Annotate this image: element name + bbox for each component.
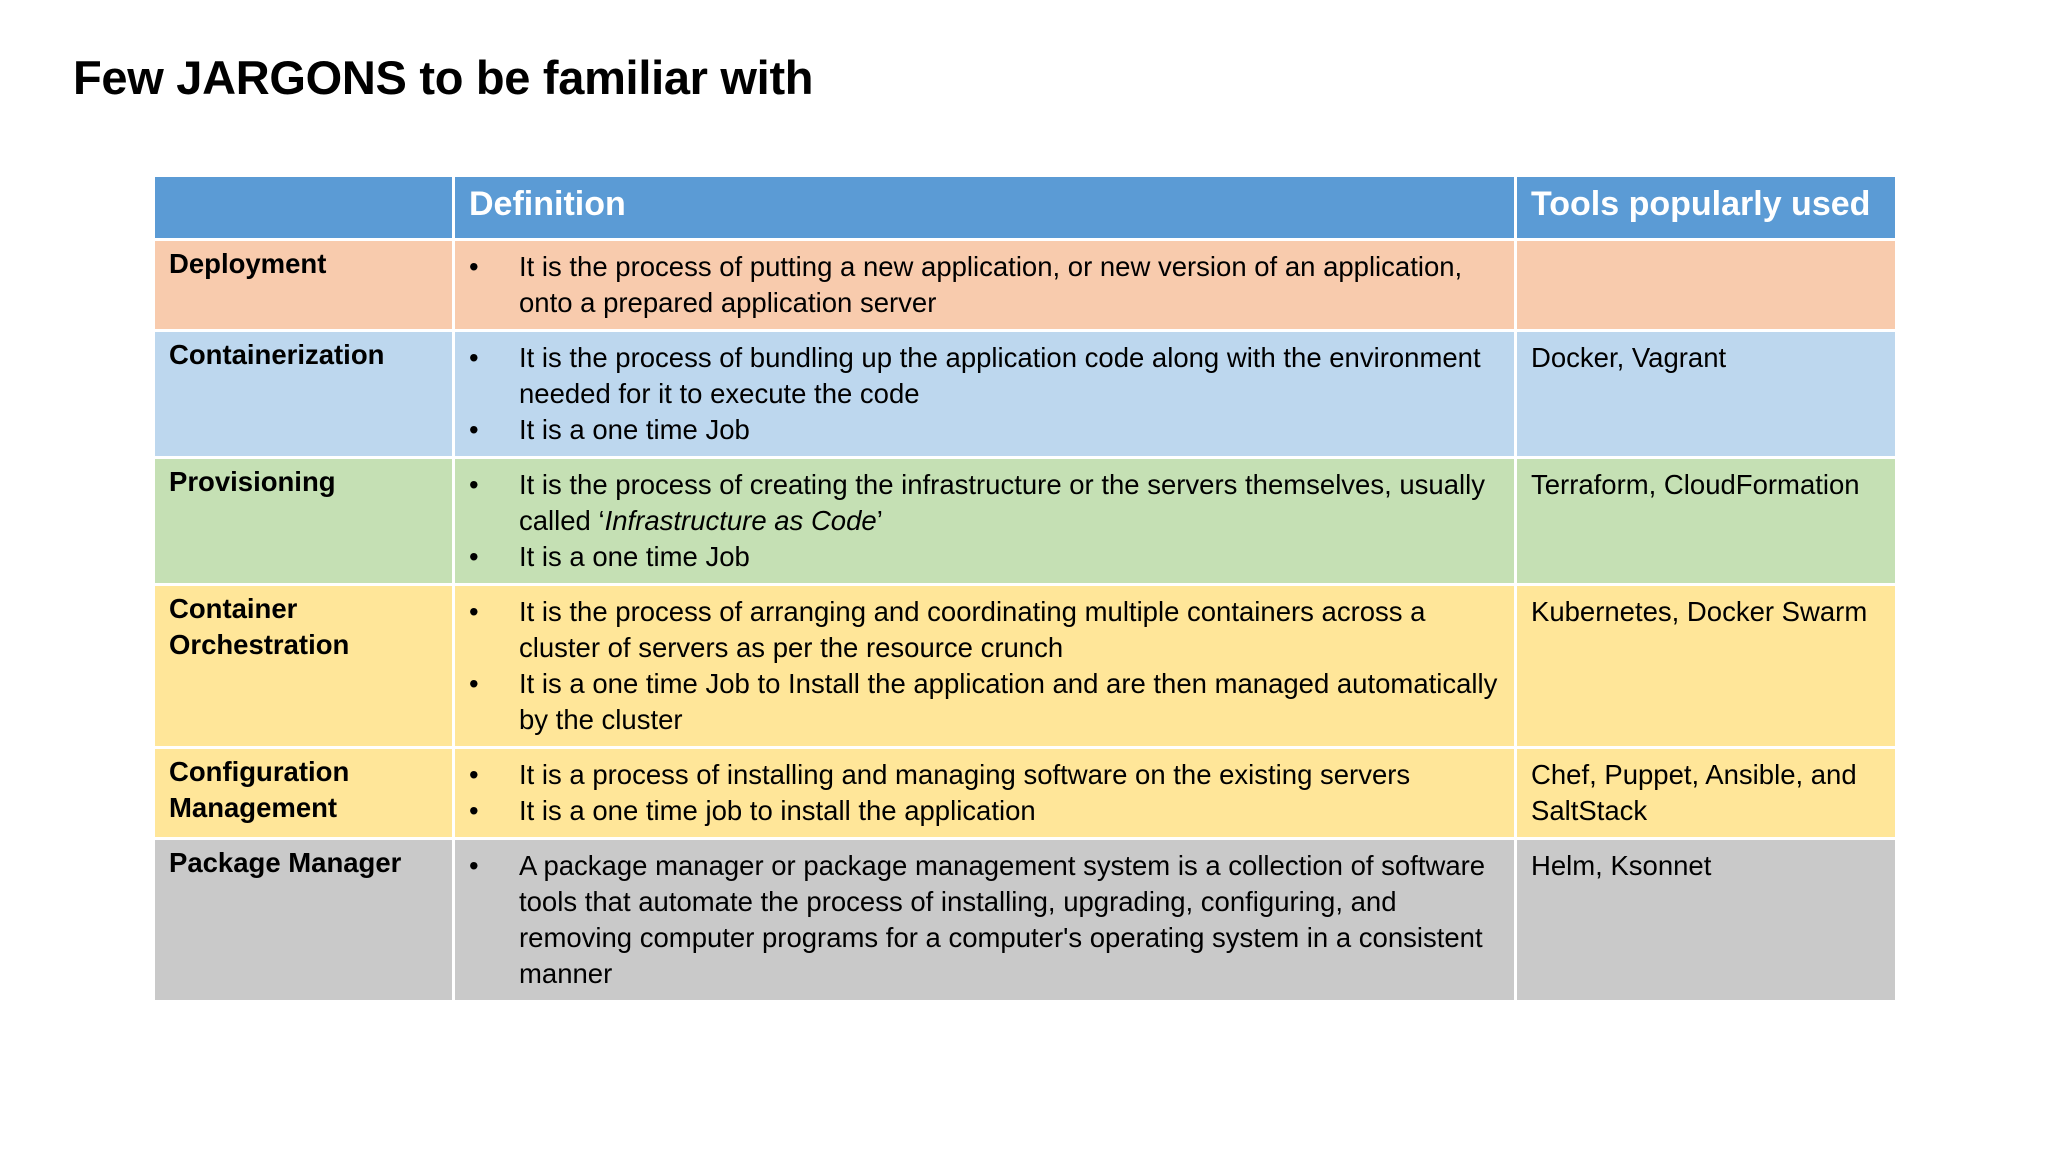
tools-cell: Terraform, CloudFormation [1516,458,1897,585]
table-row-deployment [154,240,1897,331]
term-cell: Container Orchestration [154,585,454,748]
definition-item [469,467,1500,539]
definition-text: It is a process of installing and managing software on the existing servers [519,759,1411,790]
definition-item [469,848,1500,992]
definition-cell [454,240,1516,331]
bullet-icon: • [469,759,479,790]
table-header-row [154,176,1897,240]
definition-item [469,594,1500,666]
bullet-icon: • [469,414,479,445]
header-tools: Tools popularly used [1516,176,1897,240]
jargon-table [152,174,1898,1003]
bullet-icon: • [469,850,479,881]
header-term [154,176,454,240]
definition-item [469,340,1500,412]
definition-text: It is a one time job to install the application [519,795,1036,826]
definition-item [469,666,1500,738]
definition-text: It is the process of putting a new application, or new version of an application, onto a prepared application server [519,251,1463,318]
bullet-icon: • [469,596,479,627]
definition-text: A package manager or package management system is a collection of software tools that automate the process of installing, upgrading, configuring, and removing computer programs for a computer's operating system in a consistent manner [519,850,1486,989]
definition-item [469,793,1500,829]
term-cell: Containerization [154,331,454,458]
term-cell: Provisioning [154,458,454,585]
bullet-icon: • [469,541,479,572]
definition-cell [454,585,1516,748]
bullet-icon: • [469,342,479,373]
table-row-provisioning [154,458,1897,585]
tools-cell: Kubernetes, Docker Swarm [1516,585,1897,748]
definition-text: It is a one time Job to Install the application and are then managed automatically by the cluster [519,668,1498,735]
tools-cell: Docker, Vagrant [1516,331,1897,458]
table-row-configuration-management [154,748,1897,839]
definition-text: It is a one time Job [519,414,750,445]
term-cell: Package Manager [154,839,454,1002]
bullet-icon: • [469,795,479,826]
definition-item [469,539,1500,575]
definition-text: It is the process of bundling up the application code along with the environment needed for it to execute the code [519,342,1481,409]
bullet-icon: • [469,668,479,699]
definition-cell [454,748,1516,839]
bullet-icon: • [469,469,479,500]
definition-cell [454,839,1516,1002]
table-row-container-orchestration [154,585,1897,748]
tools-cell: Helm, Ksonnet [1516,839,1897,1002]
definition-text: It is the process of arranging and coordinating multiple containers across a cluster of servers as per the resource crunch [519,596,1426,663]
definition-item [469,412,1500,448]
table-row-package-manager [154,839,1897,1002]
term-cell: Deployment [154,240,454,331]
header-definition: Definition [454,176,1516,240]
definition-item [469,249,1500,321]
definition-cell [454,458,1516,585]
tools-cell [1516,240,1897,331]
bullet-icon: • [469,251,479,282]
term-cell: Configuration Management [154,748,454,839]
table-row-containerization [154,331,1897,458]
definition-cell [454,331,1516,458]
definition-text: It is the process of creating the infrastructure or the servers themselves, usually called ‘Infrastructure as Code’ [519,469,1485,536]
definition-item [469,757,1500,793]
page-title: Few JARGONS to be familiar with [73,51,814,104]
tools-cell: Chef, Puppet, Ansible, and SaltStack [1516,748,1897,839]
definition-text: It is a one time Job [519,541,750,572]
